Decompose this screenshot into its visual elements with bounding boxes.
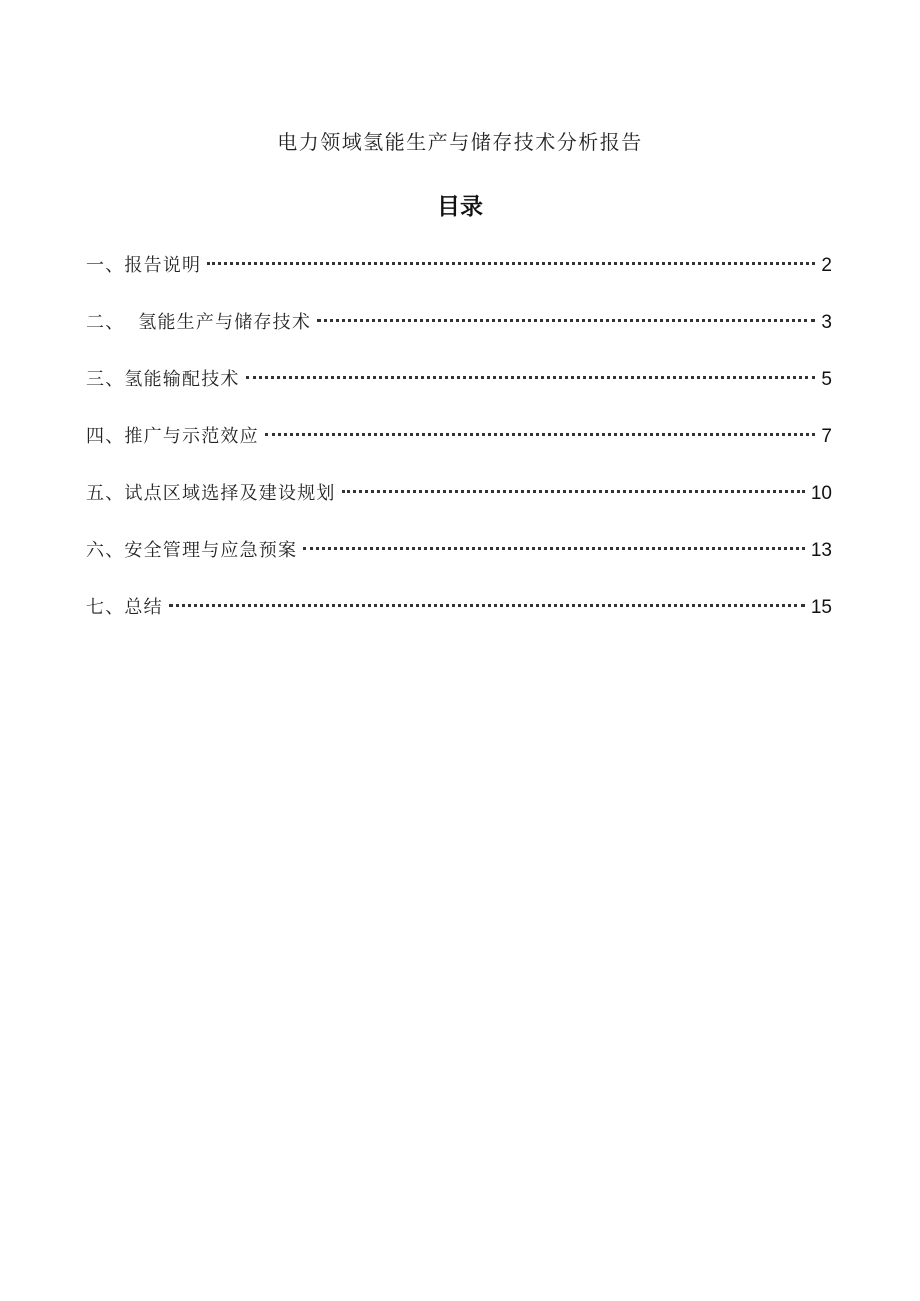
toc-entry[interactable]	[86, 536, 832, 593]
toc-entry-label: 二、 氢能生产与储存技术	[86, 312, 312, 333]
toc-dot-leader	[246, 376, 816, 379]
toc-entry[interactable]	[86, 422, 832, 479]
toc-entry-label: 七、总结	[86, 597, 163, 618]
toc-entry[interactable]	[86, 251, 832, 308]
toc-entry-label: 一、报告说明	[86, 255, 202, 276]
toc-dot-leader	[342, 490, 805, 493]
toc-entry[interactable]	[86, 365, 832, 422]
toc-entry-label: 六、安全管理与应急预案	[86, 540, 298, 561]
toc-dot-leader	[207, 262, 815, 265]
toc-dot-leader	[169, 604, 805, 607]
toc-entry-page: 3	[821, 312, 832, 333]
toc-dot-leader	[317, 319, 815, 322]
toc-dot-leader	[303, 547, 805, 550]
toc-entry[interactable]	[86, 308, 832, 365]
table-of-contents	[86, 251, 832, 650]
toc-entry-page: 10	[810, 483, 832, 504]
toc-entry[interactable]	[86, 479, 832, 536]
toc-entry-page: 15	[810, 597, 832, 618]
toc-entry-page: 13	[810, 540, 832, 561]
toc-entry-page: 2	[821, 255, 832, 276]
toc-entry-label: 四、推广与示范效应	[86, 426, 259, 447]
toc-entry-label: 三、氢能输配技术	[86, 369, 240, 390]
toc-heading: 目录	[437, 194, 483, 220]
toc-entry-page: 7	[821, 426, 832, 447]
toc-entry[interactable]	[86, 593, 832, 650]
toc-entry-label: 五、试点区域选择及建设规划	[86, 483, 336, 504]
toc-dot-leader	[265, 433, 816, 436]
toc-entry-page: 5	[821, 369, 832, 390]
document-title: 电力领域氢能生产与储存技术分析报告	[277, 130, 643, 154]
